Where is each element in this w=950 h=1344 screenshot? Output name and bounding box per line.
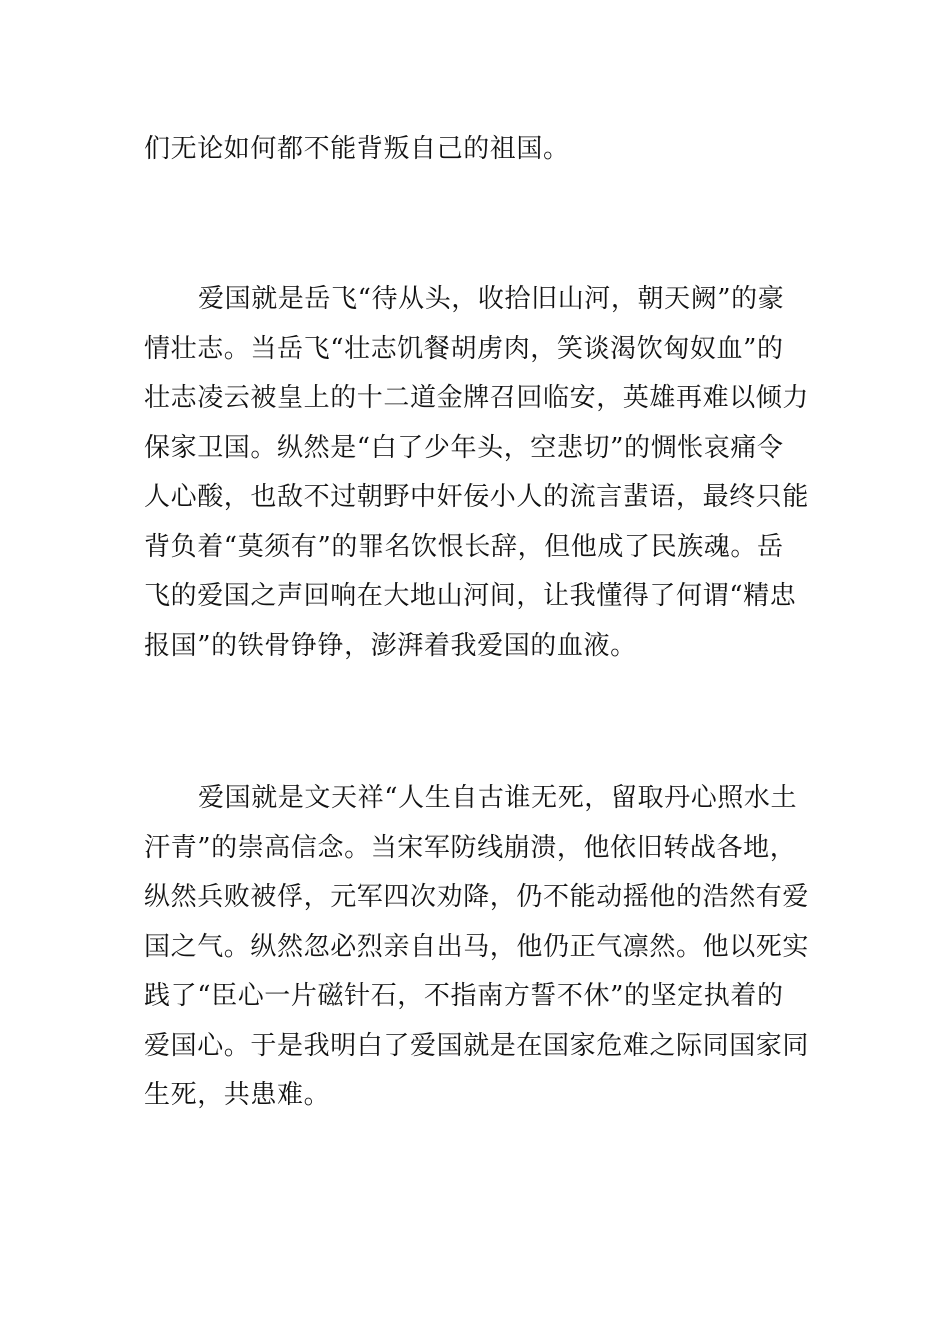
paragraph-continuation xyxy=(144,125,808,175)
text-line: 情壮志。当岳飞“壮志饥餐胡虏肉，笑谈渴饮匈奴血”的 xyxy=(144,333,784,364)
text-line: 人心酸，也敌不过朝野中奸佞小人的流言蜚语，最终只能 xyxy=(144,482,810,512)
text-line: 飞的爱国之声回响在大地山河间，让我懂得了何谓“精忠 xyxy=(144,581,797,611)
text-line: 汗青”的崇高信念。当宋军防线崩溃，他依旧转战各地， xyxy=(144,832,797,863)
text-line: 践了“臣心一片磁针石，不指南方誓不休”的坚定执着的 xyxy=(144,981,784,1011)
text-line: 们无论如何都不能背叛自己的祖国。 xyxy=(144,134,570,164)
text-line: 报国”的铁骨铮铮，澎湃着我爱国的血液。 xyxy=(144,630,637,661)
paragraph-wen-tianxiang xyxy=(144,774,808,1121)
text-line: 保家卫国。纵然是“白了少年头，空悲切”的惆怅哀痛令 xyxy=(144,432,784,463)
text-line: 纵然兵败被俘，元军四次劝降，仍不能动摇他的浩然有爱 xyxy=(144,882,810,912)
text-line: 背负着“莫须有”的罪名饮恨长辞，但他成了民族魂。岳 xyxy=(144,531,784,562)
text-line: 爱国就是岳飞“待从头，收拾旧山河，朝天阙”的豪 xyxy=(198,284,785,314)
text-line: 国之气。纵然忽必烈亲自出马，他仍正气凛然。他以死实 xyxy=(144,931,810,962)
text-line: 生死，共患难。 xyxy=(144,1080,331,1110)
text-line: 爱国心。于是我明白了爱国就是在国家危难之际同国家同 xyxy=(144,1030,810,1061)
text-line: 爱国就是文天祥“人生自古谁无死，留取丹心照水土 xyxy=(198,783,798,813)
text-line: 壮志凌云被皇上的十二道金牌召回临安，英雄再难以倾力 xyxy=(144,383,810,413)
paragraph-yue-fei xyxy=(144,275,808,671)
